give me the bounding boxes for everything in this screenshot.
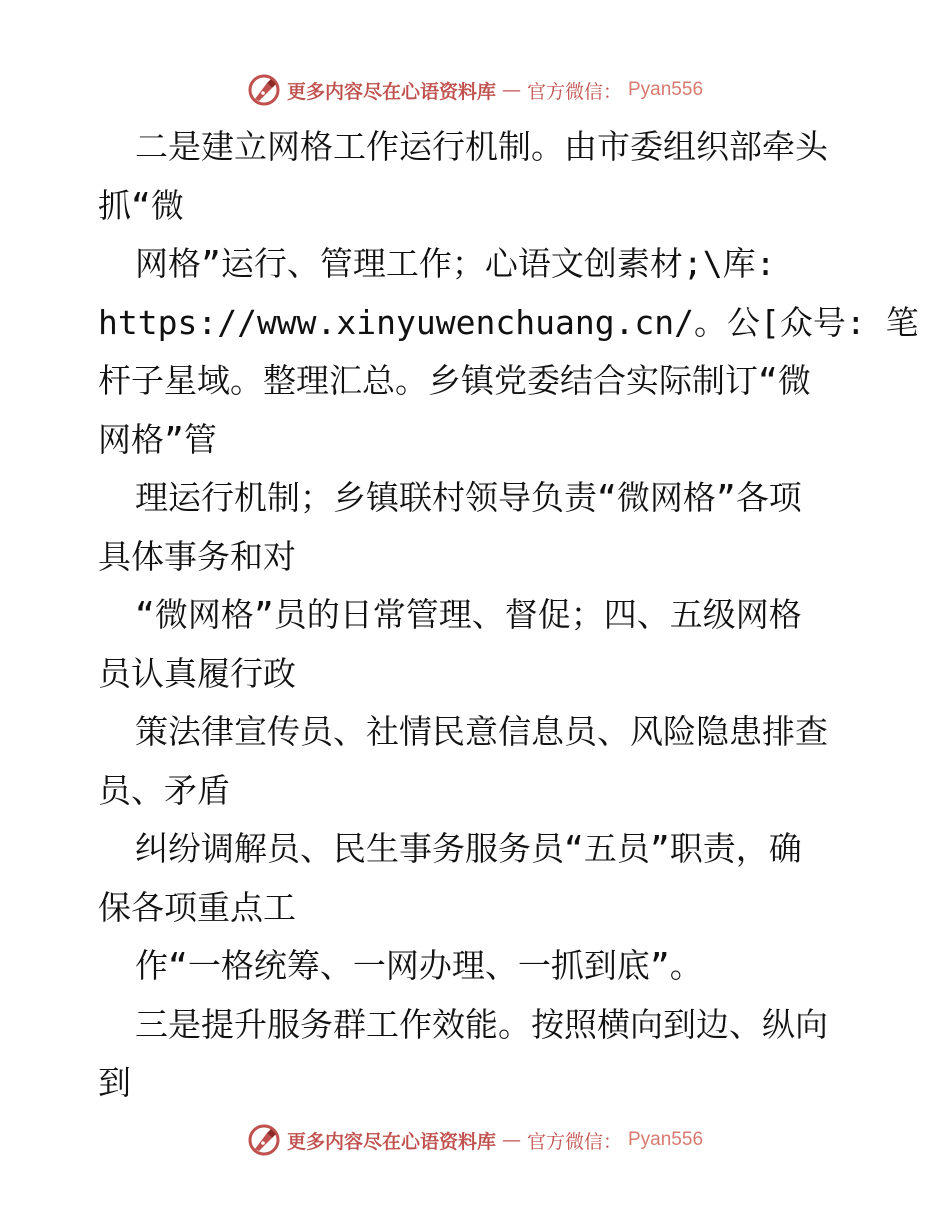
text-line: 具体事务和对	[98, 536, 296, 576]
banner-dash: —	[501, 79, 521, 101]
text-line: 员、矛盾	[98, 770, 230, 810]
watermark-banner	[247, 1123, 703, 1157]
watermark-banner	[247, 73, 703, 107]
header-banner	[0, 70, 950, 110]
pen-nib-logo-icon	[247, 1123, 281, 1157]
text-line: 三是提升服务群工作效能。按照横向到边、纵向	[135, 1004, 828, 1044]
text-line: 员认真履行政	[98, 653, 296, 693]
text-line: 网格”运行、管理工作；心语文创素材;\库:	[135, 244, 776, 283]
banner-text: 更多内容尽在心语资料库	[286, 80, 496, 103]
text-line: https://www.xinyuwenchuang.cn/。公[众号: 笔	[98, 302, 919, 342]
pen-nib-logo-icon	[247, 73, 281, 107]
text-line: 杆子星域。整理汇总。乡镇党委结合实际制订“微	[98, 361, 811, 400]
banner-text: 更多内容尽在心语资料库	[286, 1130, 496, 1153]
text-line: 抓“微	[98, 185, 184, 225]
text-line: 二是建立网格工作运行机制。由市委组织部牵头	[135, 127, 828, 166]
banner-wechat-label: 官方微信：	[526, 80, 622, 103]
text-line: “微网格”员的日常管理、督促；四、五级网格	[135, 595, 802, 634]
footer-banner	[0, 1120, 950, 1160]
banner-wechat-label: 官方微信：	[526, 1130, 622, 1153]
text-line: 理运行机制；乡镇联村领导负责“微网格”各项	[135, 478, 802, 517]
text-line: 策法律宣传员、社情民意信息员、风险隐患排查	[135, 712, 828, 751]
banner-dash: —	[501, 1129, 521, 1151]
body-text	[98, 118, 919, 1113]
banner-wechat-id: Pyan556	[628, 79, 704, 100]
text-line: 到	[98, 1063, 131, 1102]
text-line: 纠纷调解员、民生事务服务员“五员”职责，确	[135, 829, 802, 868]
text-line: 保各项重点工	[98, 887, 296, 927]
text-line: 作“一格统筹、一网办理、一抓到底”。	[135, 946, 703, 985]
banner-wechat-id: Pyan556	[628, 1129, 704, 1150]
text-line: 网格”管	[98, 419, 217, 459]
